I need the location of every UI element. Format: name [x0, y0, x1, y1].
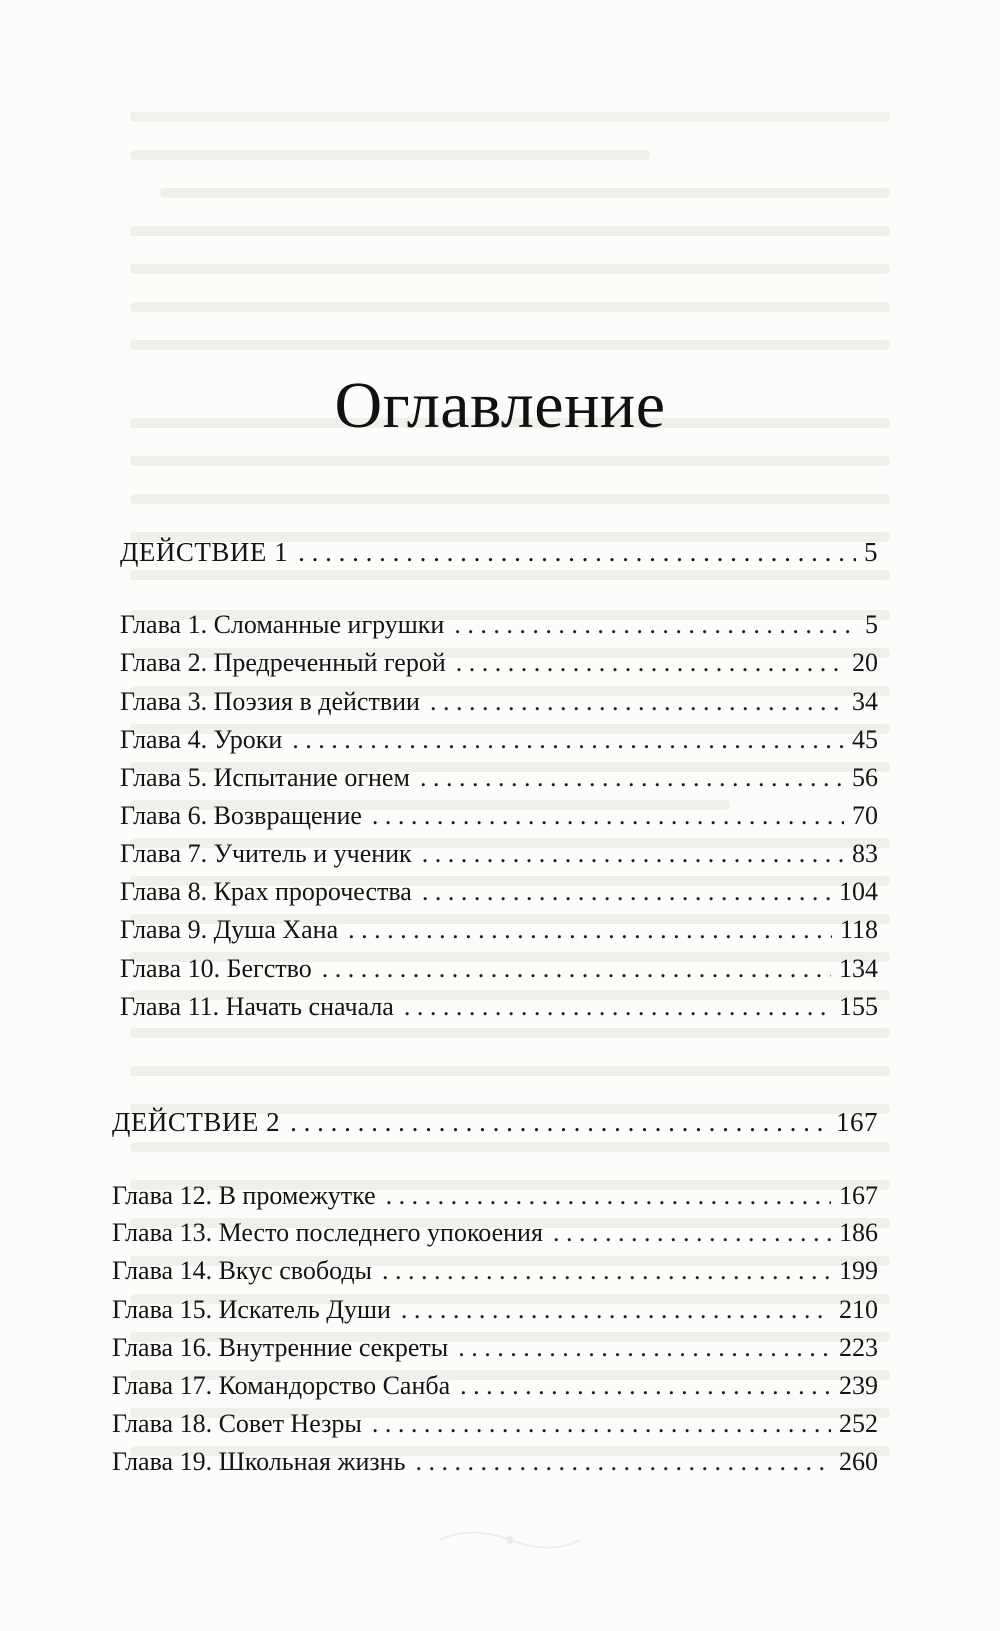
page-number: 252	[839, 1409, 878, 1438]
chapter-title: Глава 13. Место последнего упокоения	[112, 1218, 543, 1247]
chapter-title: Глава 18. Совет Незры	[112, 1409, 362, 1438]
chapter-title: Глава 12. В промежутке	[112, 1181, 376, 1210]
page-number: 56	[852, 763, 878, 792]
chapter-title: Глава 19. Школьная жизнь	[112, 1447, 406, 1476]
page-number: 260	[839, 1447, 878, 1476]
toc-chapter-row[interactable]	[120, 839, 878, 869]
page-number: 70	[852, 801, 878, 830]
chapter-title: Глава 17. Командорство Санба	[112, 1371, 451, 1400]
page-number: 104	[839, 877, 878, 906]
page-number: 223	[839, 1333, 878, 1362]
toc-chapter-row[interactable]	[112, 1371, 878, 1401]
dot-leader	[372, 1409, 831, 1439]
chapter-title: Глава 4. Уроки	[120, 725, 283, 754]
chapter-title: Глава 15. Искатель Души	[112, 1295, 391, 1324]
dot-leader	[372, 801, 844, 831]
chapter-title: Глава 2. Предреченный герой	[120, 648, 446, 677]
dot-leader	[382, 1256, 831, 1286]
page-number: 186	[839, 1218, 878, 1247]
page-number: 167	[839, 1181, 878, 1210]
chapter-title: Глава 9. Душа Хана	[120, 915, 339, 944]
toc-chapter-row[interactable]	[112, 1295, 878, 1325]
chapter-title: Глава 16. Внутренние секреты	[112, 1333, 449, 1362]
chapter-title: Глава 11. Начать сначала	[120, 992, 394, 1021]
toc-chapter-row[interactable]	[120, 877, 878, 907]
toc-chapter-row[interactable]	[112, 1409, 878, 1439]
chapter-title: Глава 10. Бегство	[120, 954, 312, 983]
toc-chapter-row[interactable]	[120, 992, 878, 1022]
part-title: ДЕЙСТВИЕ 2	[112, 1107, 281, 1137]
dot-leader	[420, 763, 844, 793]
dot-leader	[386, 1181, 831, 1211]
page-number: 167	[836, 1107, 878, 1137]
dot-leader	[290, 1107, 828, 1138]
dot-leader	[298, 537, 856, 568]
page-number: 34	[852, 687, 878, 716]
dot-leader	[456, 648, 844, 678]
page-number: 210	[839, 1295, 878, 1324]
part-title: ДЕЙСТВИЕ 1	[120, 537, 289, 567]
chapter-title: Глава 5. Испытание огнем	[120, 763, 410, 792]
toc-chapter-row[interactable]	[120, 687, 878, 717]
dot-leader	[430, 687, 844, 717]
dot-leader	[322, 954, 831, 984]
dot-leader	[422, 839, 844, 869]
toc-chapter-row[interactable]	[120, 801, 878, 831]
toc-chapter-row[interactable]	[112, 1333, 878, 1363]
toc-chapter-row[interactable]	[120, 610, 878, 640]
toc-chapter-row[interactable]	[112, 1256, 878, 1286]
page-number: 134	[839, 954, 878, 983]
toc-part-row[interactable]	[120, 537, 878, 568]
dot-leader	[553, 1218, 831, 1248]
page-number: 5	[864, 537, 878, 567]
page-number: 45	[852, 725, 878, 754]
toc-chapter-row[interactable]	[112, 1447, 878, 1477]
page-number: 5	[865, 610, 878, 639]
toc-chapter-row[interactable]	[120, 725, 878, 755]
chapter-title: Глава 3. Поэзия в действии	[120, 687, 420, 716]
toc-chapter-row[interactable]	[120, 648, 878, 678]
chapter-title: Глава 6. Возвращение	[120, 801, 362, 830]
page-title: Оглавление	[334, 369, 666, 442]
dot-leader	[454, 610, 857, 640]
page-number: 83	[852, 839, 878, 868]
page-number: 199	[839, 1256, 878, 1285]
page-number: 20	[852, 648, 878, 677]
dot-leader	[415, 1447, 831, 1477]
dot-leader	[460, 1371, 831, 1401]
toc-chapter-row[interactable]	[112, 1218, 878, 1248]
toc-part-row[interactable]	[112, 1107, 878, 1138]
dot-leader	[422, 877, 831, 907]
chapter-title: Глава 8. Крах пророчества	[120, 877, 412, 906]
toc-chapter-row[interactable]	[112, 1181, 878, 1211]
page-number: 118	[839, 915, 878, 944]
dot-leader	[292, 725, 844, 755]
chapter-title: Глава 14. Вкус свободы	[112, 1256, 373, 1285]
toc-chapter-row[interactable]	[120, 915, 878, 945]
dot-leader	[404, 992, 831, 1022]
chapter-title: Глава 7. Учитель и ученик	[120, 839, 412, 868]
page-number: 239	[839, 1371, 878, 1400]
page-number: 155	[839, 992, 878, 1021]
chapter-title: Глава 1. Сломанные игрушки	[120, 610, 445, 639]
toc-chapter-row[interactable]	[120, 954, 878, 984]
dot-leader	[458, 1333, 831, 1363]
toc-chapter-row[interactable]	[120, 763, 878, 793]
dot-leader	[348, 915, 832, 945]
dot-leader	[401, 1295, 831, 1325]
decorative-ornament-icon	[430, 1525, 590, 1555]
